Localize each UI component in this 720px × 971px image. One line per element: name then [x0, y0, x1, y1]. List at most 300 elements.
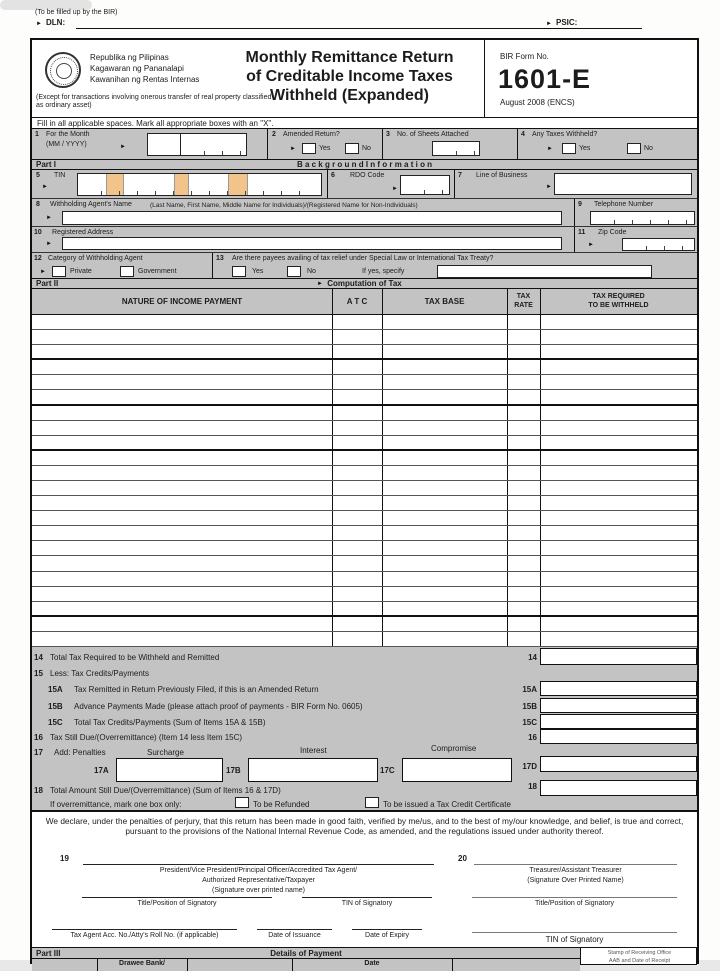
tin-separator — [228, 174, 248, 195]
telephone-input[interactable] — [590, 211, 695, 225]
table-row — [32, 466, 697, 481]
tax-relief-no-label: No — [307, 268, 316, 275]
table-cell[interactable] — [32, 481, 332, 495]
table-cell[interactable] — [540, 466, 697, 480]
zip-arrow-icon: ► — [588, 242, 594, 248]
dln-label: DLN: — [46, 18, 66, 27]
amended-no-checkbox[interactable] — [345, 143, 359, 154]
table-cell[interactable] — [382, 315, 507, 329]
month-mm-input[interactable] — [147, 133, 181, 156]
table-row — [32, 330, 697, 345]
table-cell[interactable] — [32, 632, 332, 646]
sig19-number: 19 — [60, 854, 69, 863]
table-cell[interactable] — [32, 390, 332, 403]
table-cell[interactable] — [507, 632, 540, 646]
category-government-checkbox[interactable] — [120, 266, 134, 277]
table-cell[interactable] — [32, 587, 332, 601]
compromise-label: Compromise — [431, 744, 477, 753]
category-arrow-icon: ► — [40, 269, 46, 275]
form-title-line3: Withheld (Expanded) — [270, 87, 429, 104]
table-row — [32, 406, 697, 421]
table-cell[interactable] — [540, 315, 697, 329]
title-position-line-left[interactable] — [82, 887, 272, 898]
table-cell[interactable] — [332, 421, 382, 435]
table-cell[interactable] — [382, 511, 507, 525]
surcharge-label: Surcharge — [147, 748, 184, 757]
overremittance-text: If overremittance, mark one box only: — [50, 800, 182, 809]
table-cell[interactable] — [32, 541, 332, 555]
table-cell[interactable] — [382, 375, 507, 389]
line15c-ref: 15C — [522, 718, 537, 727]
amended-yes-checkbox[interactable] — [302, 143, 316, 154]
tax-table-body — [32, 315, 697, 647]
col-date: Date — [364, 960, 380, 967]
form-title-line2: of Creditable Income Taxes — [246, 68, 453, 85]
line14-amount-input[interactable] — [540, 648, 697, 665]
item9-label: Telephone Number — [594, 201, 654, 208]
date-expiry-line[interactable] — [352, 919, 422, 930]
table-cell[interactable] — [32, 617, 332, 631]
table-cell[interactable] — [540, 572, 697, 586]
table-cell[interactable] — [540, 390, 697, 403]
withheld-no-label: No — [644, 145, 653, 152]
col-required-2: TO BE WITHHELD — [588, 302, 649, 309]
table-cell[interactable] — [507, 481, 540, 495]
table-cell[interactable] — [32, 556, 332, 570]
tax-relief-no-checkbox[interactable] — [287, 266, 301, 277]
table-cell[interactable] — [32, 406, 332, 420]
rdo-code-input[interactable] — [400, 175, 450, 195]
items-12-13-row — [32, 252, 697, 278]
col-atc: A T C — [346, 297, 368, 306]
line15b-amount-input[interactable] — [540, 698, 697, 713]
item2-label: Amended Return? — [283, 131, 340, 138]
table-cell[interactable] — [507, 496, 540, 510]
item8-label: Withholding Agent's Name — [50, 201, 132, 208]
exception-note: (Except for transactions involving onerous transfer of real property classified as ordinary asset) — [36, 94, 272, 109]
part1-bar — [32, 159, 697, 170]
table-cell[interactable] — [382, 436, 507, 449]
sig19-role-1: President/Vice President/Principal Officer/Accredited Tax Agent/ — [159, 867, 358, 874]
table-cell[interactable] — [382, 390, 507, 403]
table-cell[interactable] — [32, 315, 332, 329]
stamp-line-1: Stamp of Receiving Office — [607, 950, 672, 956]
line15a-text: Tax Remitted in Return Previously Filed, if this is an Amended Return — [74, 685, 319, 694]
title-position-line-right[interactable] — [472, 887, 677, 898]
table-cell[interactable] — [507, 526, 540, 540]
line17a-input[interactable] — [116, 758, 223, 782]
refund-checkbox[interactable] — [235, 797, 249, 808]
table-cell[interactable] — [540, 406, 697, 420]
table-cell[interactable] — [32, 375, 332, 389]
sig19-line[interactable] — [83, 848, 434, 865]
line15-text: Less: Tax Credits/Payments — [50, 669, 150, 678]
table-cell[interactable] — [332, 511, 382, 525]
summary-section — [32, 647, 697, 810]
table-cell[interactable] — [540, 451, 697, 465]
item5-number: 5 — [36, 172, 40, 179]
line15a-amount-input[interactable] — [540, 681, 697, 696]
withheld-yes-checkbox[interactable] — [562, 143, 576, 154]
table-cell[interactable] — [507, 406, 540, 420]
table-cell[interactable] — [507, 330, 540, 344]
table-cell[interactable] — [507, 360, 540, 374]
divider — [574, 227, 575, 253]
table-cell[interactable] — [540, 330, 697, 344]
table-cell[interactable] — [540, 421, 697, 435]
col-taxbase: TAX BASE — [424, 297, 465, 306]
line17d-amount-input[interactable] — [540, 756, 697, 772]
bir-fill-note: (To be filled up by the BIR) — [35, 9, 118, 16]
table-cell[interactable] — [507, 541, 540, 555]
table-row — [32, 360, 697, 375]
table-cell[interactable] — [540, 375, 697, 389]
form-no-label: BIR Form No. — [500, 52, 549, 61]
form-header — [32, 40, 697, 117]
table-row — [32, 436, 697, 451]
table-cell[interactable] — [382, 632, 507, 646]
month-yyyy-input[interactable] — [180, 133, 247, 156]
withheld-no-checkbox[interactable] — [627, 143, 641, 154]
sig20-role-2: (Signature Over Printed Name) — [527, 877, 624, 884]
line15a-number: 15A — [48, 685, 63, 694]
header-divider — [484, 40, 485, 117]
dln-arrow-icon: ► — [36, 21, 42, 27]
sig20-role-1: Treasurer/Assistant Treasurer — [529, 867, 622, 874]
table-cell[interactable] — [382, 556, 507, 570]
item3-number: 3 — [386, 131, 390, 138]
date-expiry-label: Date of Expiry — [365, 932, 409, 939]
table-cell[interactable] — [32, 421, 332, 435]
tin-arrow-icon: ► — [42, 184, 48, 190]
table-cell[interactable] — [507, 451, 540, 465]
table-cell[interactable] — [382, 526, 507, 540]
divider — [212, 253, 213, 279]
table-row — [32, 526, 697, 541]
tcc-checkbox[interactable] — [365, 797, 379, 808]
table-cell[interactable] — [332, 330, 382, 344]
item7-label: Line of Business — [476, 172, 528, 179]
line15b-text: Advance Payments Made (please attach proof of payments - BIR Form No. 0605) — [74, 702, 363, 711]
table-cell[interactable] — [507, 556, 540, 570]
part1-title: B a c k g r o u n d I n f o r m a t i o n — [296, 160, 433, 169]
line18-text: Total Amount Still Due/(Overremittance) (Sum of Items 16 & 17D) — [50, 786, 281, 795]
item9-number: 9 — [578, 201, 582, 208]
table-cell[interactable] — [540, 556, 697, 570]
table-cell[interactable] — [332, 541, 382, 555]
table-cell[interactable] — [332, 315, 382, 329]
divider — [574, 199, 575, 227]
part2-title: Computation of Tax — [327, 279, 402, 288]
line17d-label: 17D — [522, 762, 537, 771]
title-position-label-right: Title/Position of Signatory — [534, 900, 615, 907]
registered-address-input[interactable] — [62, 237, 562, 250]
table-cell[interactable] — [540, 541, 697, 555]
category-private-checkbox[interactable] — [52, 266, 66, 277]
date-issuance-line[interactable] — [257, 919, 332, 930]
table-cell[interactable] — [382, 541, 507, 555]
sig19-role-3: (Signature over printed name) — [212, 887, 305, 894]
table-cell[interactable] — [332, 466, 382, 480]
table-cell[interactable] — [382, 481, 507, 495]
table-cell[interactable] — [332, 375, 382, 389]
table-cell[interactable] — [32, 496, 332, 510]
table-cell[interactable] — [332, 587, 382, 601]
table-row — [32, 572, 697, 587]
tcc-label: To be issued a Tax Credit Certificate — [383, 800, 511, 809]
table-cell[interactable] — [382, 330, 507, 344]
line18-number: 18 — [34, 786, 43, 795]
table-cell[interactable] — [507, 572, 540, 586]
item10-number: 10 — [34, 229, 42, 236]
interest-label: Interest — [300, 746, 327, 755]
line15c-amount-input[interactable] — [540, 714, 697, 729]
tin-input[interactable] — [77, 173, 322, 196]
tin-signatory-line-mid[interactable] — [302, 887, 432, 898]
table-cell[interactable] — [507, 602, 540, 615]
line15c-text: Total Tax Credits/Payments (Sum of Items 15A & 15B) — [74, 718, 266, 727]
payment-table-partial-row — [32, 959, 580, 971]
item6-number: 6 — [331, 172, 335, 179]
table-cell[interactable] — [382, 602, 507, 615]
table-cell[interactable] — [382, 587, 507, 601]
divider — [267, 129, 268, 159]
table-row — [32, 632, 697, 647]
table-cell[interactable] — [32, 330, 332, 344]
specify-label: If yes, specify — [362, 268, 405, 275]
items-5-7-row — [32, 170, 697, 198]
amended-yes-label: Yes — [319, 145, 331, 152]
table-cell[interactable] — [332, 632, 382, 646]
line15b-ref: 15B — [522, 702, 537, 711]
table-cell[interactable] — [507, 436, 540, 449]
form-title — [212, 48, 487, 105]
divider — [452, 959, 453, 971]
amended-arrow-icon: ► — [290, 146, 296, 152]
table-cell[interactable] — [332, 481, 382, 495]
table-cell[interactable] — [332, 617, 382, 631]
table-cell[interactable] — [32, 345, 332, 358]
table-cell[interactable] — [32, 466, 332, 480]
table-cell[interactable] — [507, 390, 540, 403]
instruction-bar — [32, 117, 697, 129]
tin-separator — [174, 174, 189, 195]
table-row — [32, 345, 697, 360]
table-cell[interactable] — [507, 375, 540, 389]
agent-name-arrow-icon: ► — [46, 215, 52, 221]
table-cell[interactable] — [332, 436, 382, 449]
amended-no-label: No — [362, 145, 371, 152]
table-cell[interactable] — [32, 436, 332, 449]
table-cell[interactable] — [507, 421, 540, 435]
line-of-business-input[interactable] — [554, 173, 692, 195]
table-cell[interactable] — [382, 360, 507, 374]
item11-number: 11 — [578, 229, 586, 236]
table-cell[interactable] — [507, 315, 540, 329]
table-cell[interactable] — [540, 511, 697, 525]
tax-relief-yes-label: Yes — [252, 268, 264, 275]
item6-label: RDO Code — [350, 172, 385, 179]
item13-number: 13 — [216, 255, 224, 262]
title-position-label-left: Title/Position of Signatory — [137, 900, 217, 907]
table-cell[interactable] — [507, 466, 540, 480]
line17a-label: 17A — [94, 766, 109, 775]
table-cell[interactable] — [382, 451, 507, 465]
item7-number: 7 — [458, 172, 462, 179]
item1-label: For the Month — [46, 131, 90, 138]
line14-ref: 14 — [528, 653, 537, 662]
divider — [517, 129, 518, 159]
line17-number: 17 — [34, 748, 43, 757]
form-version: August 2008 (ENCS) — [500, 98, 575, 107]
col-required-1: TAX REQUIRED — [592, 293, 645, 300]
divider — [454, 170, 455, 198]
table-cell[interactable] — [32, 526, 332, 540]
table-row — [32, 511, 697, 526]
part2-arrow-icon: ► — [317, 281, 323, 287]
sig19-role-2: Authorized Representative/Taxpayer — [202, 877, 315, 884]
table-cell[interactable] — [507, 617, 540, 631]
stamp-line-2: AAB and Date of Receipt — [608, 958, 671, 964]
withheld-arrow-icon: ► — [547, 146, 553, 152]
table-cell[interactable] — [382, 406, 507, 420]
withheld-yes-label: Yes — [579, 145, 591, 152]
category-government-label: Government — [138, 268, 177, 275]
table-cell[interactable] — [507, 587, 540, 601]
psic-arrow-icon: ► — [546, 21, 552, 27]
table-row — [32, 541, 697, 556]
form-title-line1: Monthly Remittance Return — [245, 49, 454, 66]
specify-input[interactable] — [437, 265, 652, 278]
tax-relief-yes-checkbox[interactable] — [232, 266, 246, 277]
items-8-9-row — [32, 198, 697, 226]
line16-text: Tax Still Due/(Overremittance) (Item 14 less Item 15C) — [50, 733, 243, 742]
item12-label: Category of Withholding Agent — [48, 255, 143, 262]
table-cell[interactable] — [332, 526, 382, 540]
divider — [327, 170, 328, 198]
dln-line[interactable] — [76, 28, 642, 29]
table-cell[interactable] — [332, 602, 382, 615]
tax-table-header — [32, 289, 697, 315]
table-cell[interactable] — [32, 572, 332, 586]
date-issuance-label: Date of Issuance — [268, 932, 321, 939]
line16-amount-input[interactable] — [540, 729, 697, 744]
table-cell[interactable] — [332, 406, 382, 420]
refund-label: To be Refunded — [253, 800, 310, 809]
divider — [382, 129, 383, 159]
table-row — [32, 481, 697, 496]
table-cell[interactable] — [507, 345, 540, 358]
table-cell[interactable] — [540, 602, 697, 615]
table-cell[interactable] — [332, 556, 382, 570]
tax-agent-label: Tax Agent Acc. No./Atty's Roll No. (if applicable) — [70, 932, 219, 939]
declaration-section — [32, 810, 697, 947]
table-cell[interactable] — [540, 436, 697, 449]
table-row — [32, 496, 697, 511]
table-cell[interactable] — [332, 345, 382, 358]
line17b-input[interactable] — [248, 758, 378, 782]
table-cell[interactable] — [540, 481, 697, 495]
item2-number: 2 — [272, 131, 276, 138]
table-row — [32, 587, 697, 602]
table-cell[interactable] — [32, 602, 332, 615]
part2-bar — [32, 278, 697, 289]
line18-ref: 18 — [528, 782, 537, 791]
item8-number: 8 — [36, 201, 40, 208]
table-cell[interactable] — [540, 360, 697, 374]
divider — [187, 959, 188, 971]
line17c-label: 17C — [380, 766, 395, 775]
table-cell[interactable] — [540, 496, 697, 510]
sig20-line[interactable] — [474, 848, 677, 865]
table-cell[interactable] — [382, 421, 507, 435]
line16-ref: 16 — [528, 733, 537, 742]
form-number: 1601-E — [498, 64, 592, 94]
table-row — [32, 556, 697, 571]
items-1-4-row — [32, 129, 697, 159]
stamp-box — [580, 947, 697, 965]
table-cell[interactable] — [32, 451, 332, 465]
zip-code-input[interactable] — [622, 238, 695, 251]
table-row — [32, 421, 697, 436]
table-cell[interactable] — [382, 345, 507, 358]
table-cell[interactable] — [332, 360, 382, 374]
table-cell[interactable] — [382, 572, 507, 586]
table-row — [32, 602, 697, 617]
tin-signatory-label-mid: TIN of Signatory — [341, 900, 393, 907]
part3-label: Part III — [36, 949, 61, 958]
table-cell[interactable] — [332, 451, 382, 465]
withholding-agent-name-input[interactable] — [62, 211, 562, 225]
table-cell[interactable] — [540, 617, 697, 631]
sheets-attached-input[interactable] — [432, 141, 480, 156]
table-cell[interactable] — [32, 360, 332, 374]
table-cell[interactable] — [382, 617, 507, 631]
line15c-number: 15C — [48, 718, 63, 727]
bir-seal-logo — [45, 52, 81, 88]
line15a-ref: 15A — [522, 685, 537, 694]
table-cell[interactable] — [540, 587, 697, 601]
part3-title: Details of Payment — [270, 949, 342, 958]
table-cell[interactable] — [332, 496, 382, 510]
item12-number: 12 — [34, 255, 42, 262]
item1-sub: (MM / YYYY) — [46, 141, 87, 148]
table-cell[interactable] — [382, 496, 507, 510]
table-cell[interactable] — [332, 572, 382, 586]
tax-agent-line[interactable] — [52, 919, 237, 930]
line17-text: Add: Penalties — [54, 748, 106, 757]
table-cell[interactable] — [507, 511, 540, 525]
item3-label: No. of Sheets Attached — [397, 131, 469, 138]
declaration-text: We declare, under the penalties of perjury, that this return has been made in good faith, verified by me/us, and to the best of my/our knowledge, and belief, is true and correct, pursuant to the provisions of the National Internal Revenue Code, as amended, and the regulations issued under authority thereof. — [45, 816, 684, 836]
line17c-input[interactable] — [402, 758, 512, 782]
lob-arrow-icon: ► — [546, 184, 552, 190]
table-cell[interactable] — [32, 511, 332, 525]
line16-number: 16 — [34, 733, 43, 742]
item4-label: Any Taxes Withheld? — [532, 131, 598, 138]
table-cell[interactable] — [540, 526, 697, 540]
table-cell[interactable] — [540, 632, 697, 646]
table-cell[interactable] — [382, 466, 507, 480]
table-cell[interactable] — [332, 390, 382, 403]
table-row — [32, 617, 697, 632]
table-row — [32, 375, 697, 390]
sig20-number: 20 — [458, 854, 467, 863]
line18-amount-input[interactable] — [540, 780, 697, 796]
table-cell[interactable] — [540, 345, 697, 358]
address-arrow-icon: ► — [46, 241, 52, 247]
tin-signatory-line-bottom[interactable] — [472, 922, 677, 933]
